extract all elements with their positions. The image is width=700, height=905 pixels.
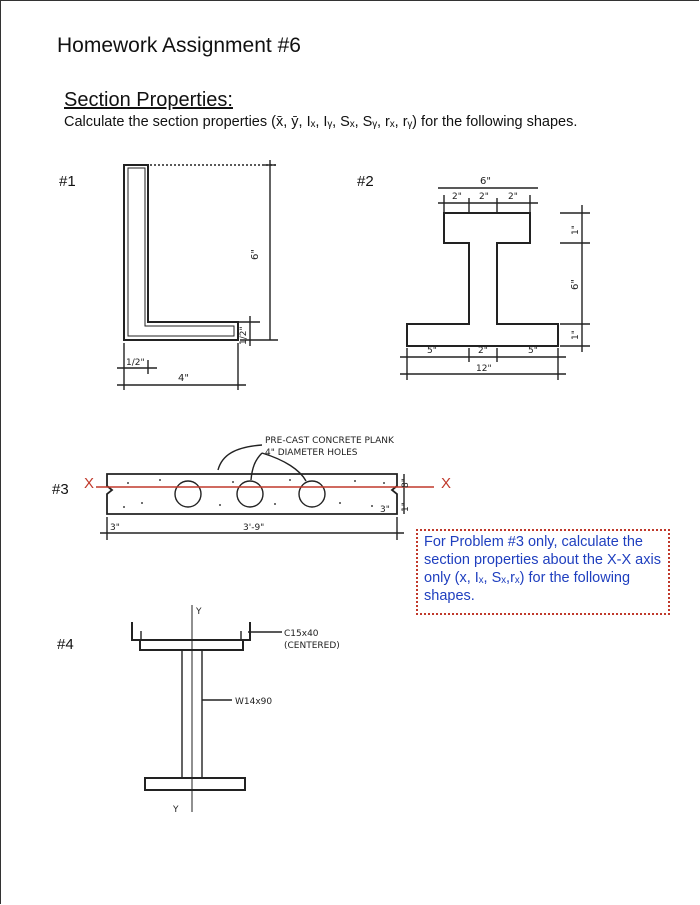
s3-callout-1: PRE-CAST CONCRETE PLANK	[265, 436, 394, 446]
s2-top-a-label: 2"	[452, 192, 462, 202]
problem-2-label: #2	[357, 173, 374, 190]
s2-top-b-label: 2"	[479, 192, 489, 202]
s2-bot-c-label: 5"	[528, 346, 538, 356]
s1-bottom-width-label: 4"	[178, 373, 189, 384]
s2-bot-total-label: 12"	[476, 364, 492, 374]
s1-height-label: 6"	[250, 249, 261, 260]
section-heading: Section Properties:	[64, 89, 233, 111]
s4-channel-note: (CENTERED)	[284, 641, 340, 651]
problem-3-label: #3	[52, 481, 69, 498]
s3-width-label: 3'-9"	[243, 523, 265, 533]
s3-left-end-label: 3"	[110, 523, 120, 533]
s4-channel-label: C15x40	[284, 629, 319, 639]
instructions-text: Calculate the section properties (x̄, ȳ, Iₓ, Iᵧ, Sₓ, Sᵧ, rₓ, rᵧ) for the following shapes.	[64, 114, 578, 130]
sketch-1-angle	[117, 160, 278, 390]
s3-right-end-label: 3"	[380, 505, 390, 515]
problem-4-label: #4	[57, 636, 74, 653]
problem-1-label: #1	[59, 173, 76, 190]
s4-y-top-label: Y	[196, 607, 202, 617]
s2-web-h-label: 6"	[570, 279, 581, 290]
s2-bot-b-label: 2"	[478, 346, 488, 356]
s1-left-width-label: 1/2"	[126, 358, 145, 368]
s3-depth-a-label: 8"	[401, 478, 411, 488]
sketch-4-built-up	[132, 605, 282, 812]
s3-depth-b-label: 1"	[401, 502, 411, 512]
s4-y-bot-label: Y	[173, 805, 179, 815]
axis-label-right: X	[441, 475, 452, 492]
s4-wshape-label: W14x90	[235, 697, 273, 707]
problem-3-note: For Problem #3 only, calculate the section properties about the X-X axis only (x, Iₓ, Sₓ,rₓ) for the following shapes.	[416, 529, 670, 615]
s2-top-total-label: 6"	[480, 176, 491, 187]
page-title: Homework Assignment #6	[57, 34, 301, 57]
s3-callout-2: 4" DIAMETER HOLES	[265, 448, 358, 458]
s1-flange-thk-label: 1/2"	[239, 326, 249, 345]
s2-bot-a-label: 5"	[427, 346, 437, 356]
s2-bot-thk-label: 1"	[571, 330, 581, 340]
s2-top-thk-label: 1"	[571, 225, 581, 235]
axis-label-left: X	[84, 475, 95, 492]
s2-top-c-label: 2"	[508, 192, 518, 202]
plank-speckle	[123, 479, 385, 508]
